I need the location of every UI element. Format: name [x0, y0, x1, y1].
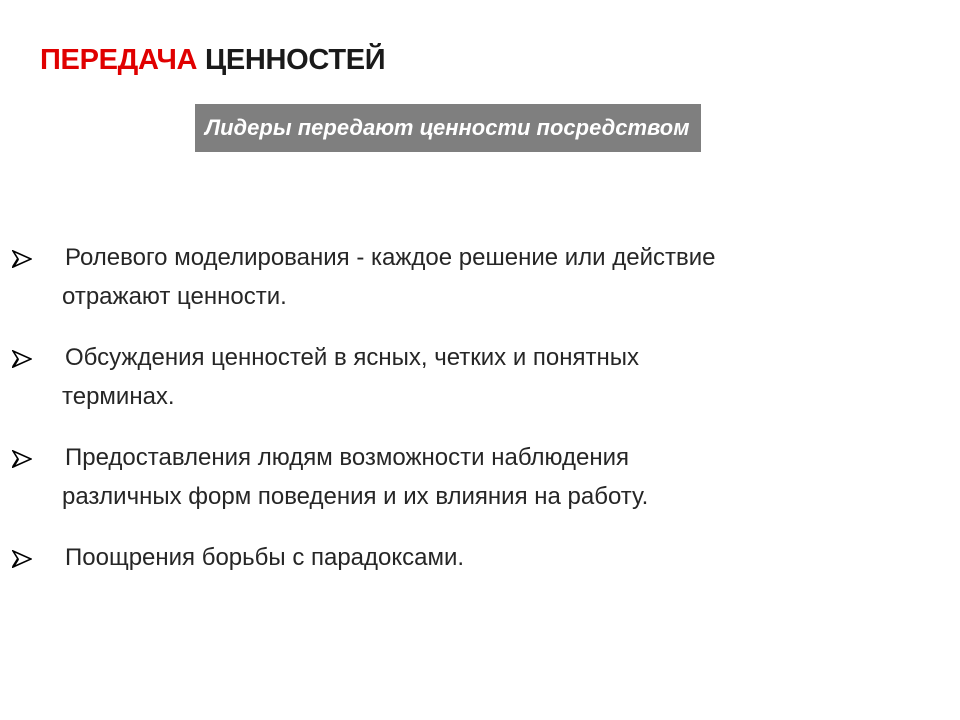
bullet-item — [0, 438, 900, 516]
bullet-text-line: Поощрения борьбы с парадоксами. — [65, 544, 465, 571]
title-word: ЦЕННОСТЕЙ — [204, 44, 386, 76]
bullet-text-line: Обсуждения ценностей в ясных, четких и понятных — [65, 344, 640, 371]
arrowhead-bullet-icon — [12, 350, 32, 368]
bullet-text-line: терминах. — [62, 383, 175, 410]
bullet-text-line: отражают ценности. — [62, 283, 287, 310]
bullet-item — [0, 338, 900, 416]
bullet-item — [0, 538, 900, 577]
subtitle-banner: Лидеры передают ценности посредством — [195, 104, 701, 152]
bullet-list — [0, 238, 900, 599]
bullet-item — [0, 238, 900, 316]
title-accent-word: ПЕРЕДАЧА — [40, 44, 198, 76]
bullet-text-line: Предоставления людям возможности наблюдения — [65, 444, 629, 471]
bullet-text-line: различных форм поведения и их влияния на работу. — [62, 483, 649, 510]
arrowhead-bullet-icon — [12, 550, 32, 568]
bullet-text-line: Ролевого моделирования - каждое решение или действие — [65, 244, 716, 271]
arrowhead-bullet-icon — [12, 250, 32, 268]
arrowhead-bullet-icon — [12, 450, 32, 468]
slide-title — [40, 40, 385, 80]
